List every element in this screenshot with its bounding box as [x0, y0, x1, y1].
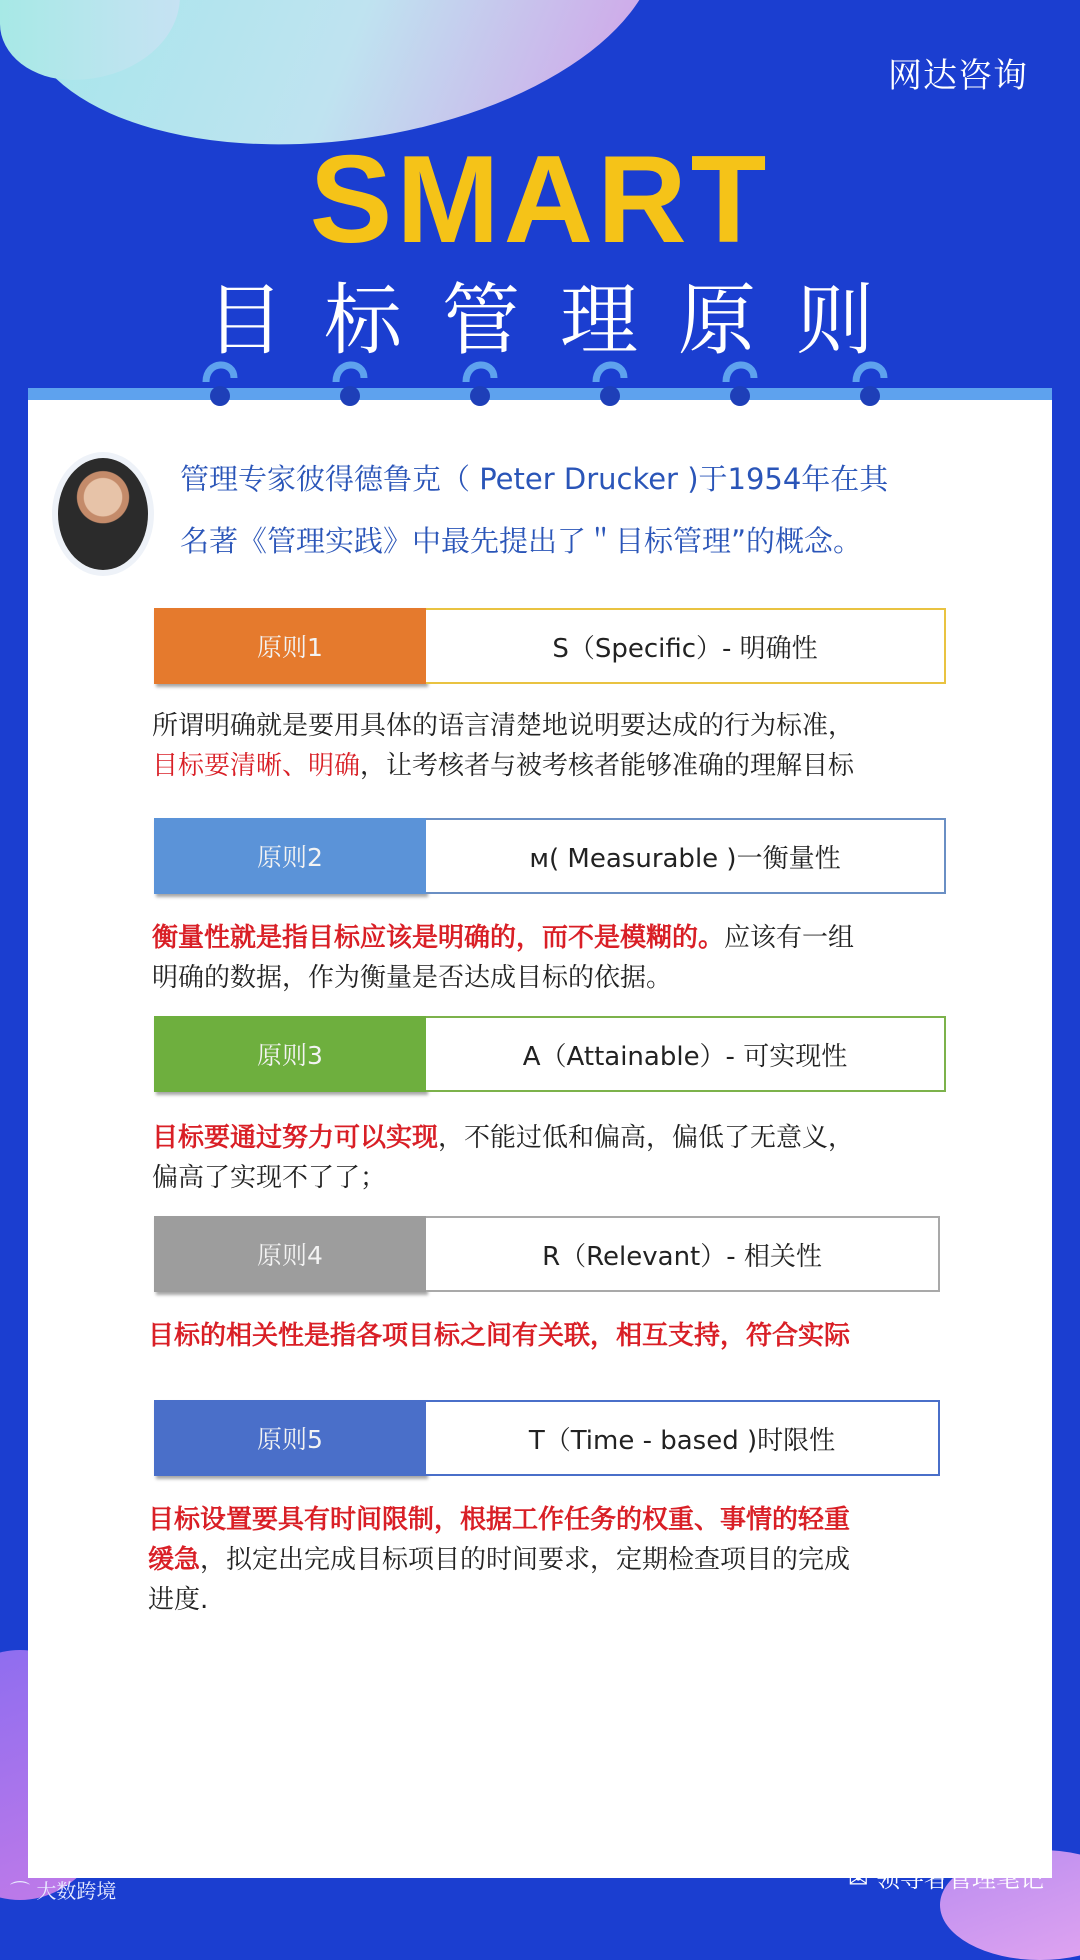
brand-label: 网达咨询: [888, 56, 1028, 96]
watermark-right: [848, 1859, 1044, 1894]
desc-highlight: 缓急: [148, 1545, 201, 1575]
desc-line: 进度.: [148, 1585, 209, 1615]
intro-text: [180, 448, 1040, 572]
principle-tag: 原则1: [154, 608, 426, 684]
watermark-left-text: 大数跨境: [36, 1879, 117, 1903]
principle-name: S（Specific）- 明确性: [426, 608, 946, 684]
drucker-portrait: [58, 458, 148, 570]
principle-tag: 原则2: [154, 818, 426, 894]
desc-line: [152, 918, 952, 958]
watermark-left: [10, 1875, 116, 1904]
principle-5: [154, 1400, 940, 1476]
title-cn: 目标管理原则: [205, 276, 914, 366]
desc-line: 所谓明确就是要用具体的语言清楚地说明要达成的行为标准，: [152, 711, 855, 741]
principle-name: R（Relevant）- 相关性: [426, 1216, 940, 1292]
principle-2-description: [152, 918, 952, 998]
desc-line: [152, 746, 952, 786]
desc-line: [148, 1500, 948, 1540]
desc-line: [148, 1316, 948, 1356]
desc-line: 明确的数据，作为衡量是否达成目标的依据。: [152, 963, 673, 993]
wechat-icon: ✉: [848, 1865, 876, 1893]
principle-4-description: [148, 1316, 948, 1356]
binder-ring-icon: [198, 352, 242, 412]
desc-highlight: 目标的相关性是指各项目标之间有关联，相互支持，符合实际: [148, 1321, 851, 1351]
principle-name: A（Attainable）- 可实现性: [426, 1016, 946, 1092]
binder-ring-icon: [718, 352, 762, 412]
desc-highlight: 衡量性就是指目标应该是明确的，而不是模糊的。: [152, 923, 725, 953]
binder-ring-icon: [588, 352, 632, 412]
intro-line-2: 名著《管理实践》中最先提出了＂目标管理”的概念。: [180, 524, 863, 558]
desc-text: ，不能过低和偏高，偏低了无意义，: [438, 1123, 855, 1153]
principle-name: T（Time - based )时限性: [426, 1400, 940, 1476]
binder-ring-icon: [458, 352, 502, 412]
principle-5-description: [148, 1500, 948, 1620]
logo-icon: ⌒: [10, 1879, 37, 1903]
title-en: SMART: [309, 131, 771, 269]
principle-4: [154, 1216, 940, 1292]
binder-ring-icon: [848, 352, 892, 412]
desc-text: ，让考核者与被考核者能够准确的理解目标: [360, 751, 855, 781]
principle-tag: 原则5: [154, 1400, 426, 1476]
desc-highlight: 目标要通过努力可以实现: [152, 1123, 439, 1153]
intro-line-1: 管理专家彼得德鲁克（ Peter Drucker )于1954年在其: [180, 462, 889, 496]
desc-line: 偏高了实现不了了；: [152, 1163, 387, 1193]
principle-tag: 原则3: [154, 1016, 426, 1092]
principle-name: м( Measurable )一衡量性: [426, 818, 946, 894]
principle-1: [154, 608, 946, 684]
desc-line: [148, 1540, 948, 1580]
principle-2: [154, 818, 946, 894]
desc-text: 应该有一组: [724, 923, 855, 953]
principle-3-description: [152, 1118, 952, 1198]
principle-1-description: [152, 706, 952, 786]
principle-tag: 原则4: [154, 1216, 426, 1292]
desc-highlight: 目标要清晰、明确: [152, 751, 361, 781]
desc-text: ，拟定出完成目标项目的时间要求，定期检查项目的完成: [200, 1545, 851, 1575]
card-top-bar: [28, 388, 1052, 400]
principle-3: [154, 1016, 946, 1092]
watermark-right-text: 领导者管理笔记: [876, 1865, 1044, 1893]
desc-line: [152, 1118, 952, 1158]
binder-ring-icon: [328, 352, 372, 412]
desc-highlight: 目标设置要具有时间限制，根据工作任务的权重、事情的轻重: [148, 1505, 851, 1535]
